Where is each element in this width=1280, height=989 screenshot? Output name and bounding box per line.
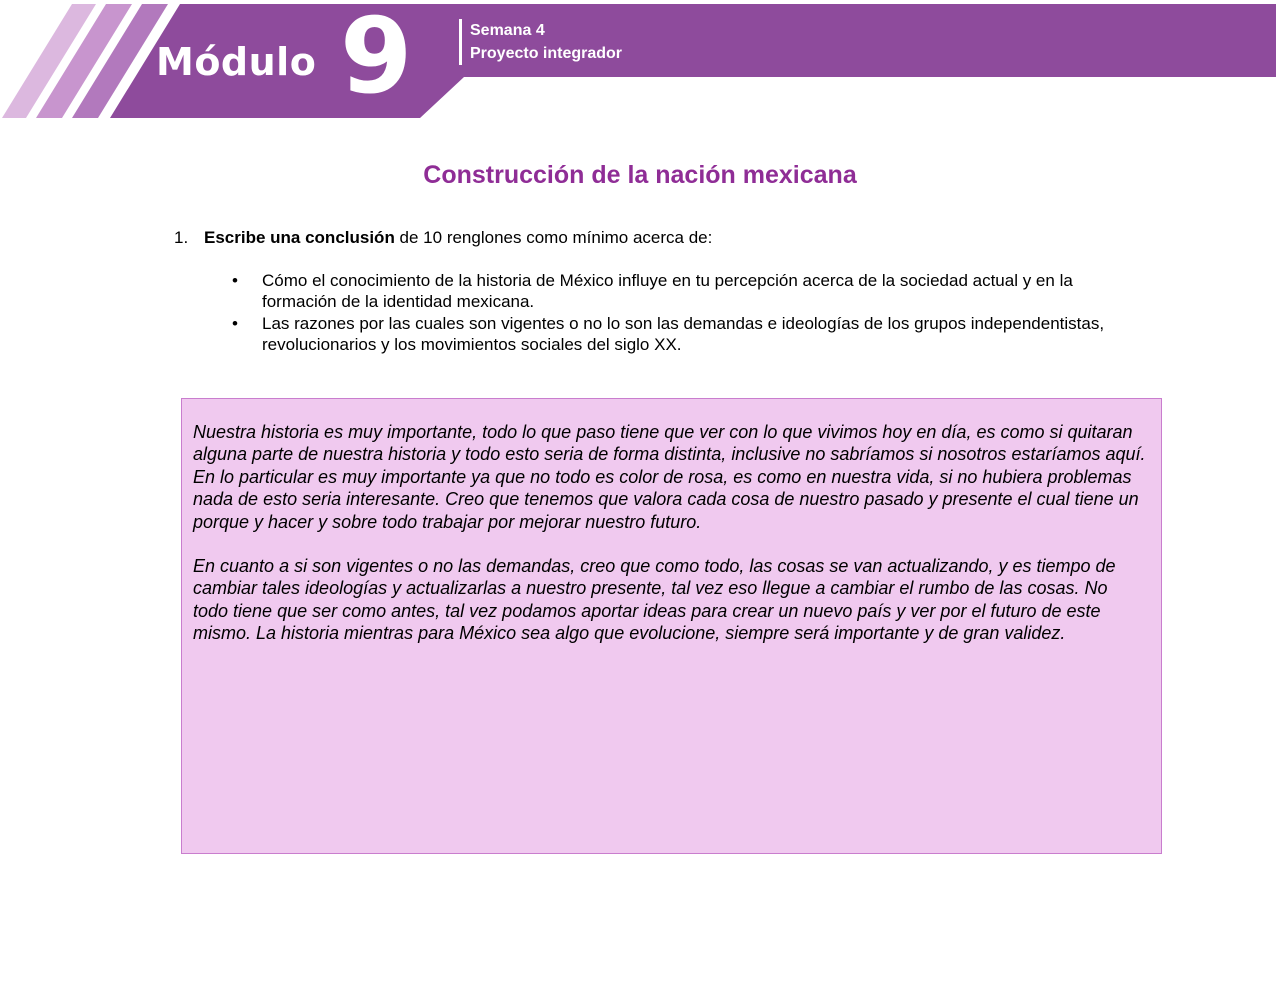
instruction-bullets (230, 270, 1150, 356)
instruction-bold-text: Escribe una conclusión (204, 228, 395, 247)
module-number: 9 (340, 0, 413, 117)
bullet-text: Cómo el conocimiento de la historia de México influye en tu percepción acerca de la sociedad actual y en la formación de la identidad mexicana. (262, 271, 1073, 311)
module-label: Módulo (156, 40, 317, 84)
instruction-number: 1. (174, 228, 189, 247)
bullet-item (230, 270, 1150, 312)
week-label: Semana 4 (470, 22, 545, 39)
bullet-item (230, 313, 1150, 355)
instruction-item (174, 228, 712, 248)
answer-paragraph: En cuanto a si son vigentes o no las demandas, creo que como todo, las cosas se van actualizando, y es tiempo de cambiar tales ideologías y actualizarlas a nuestro presente, tal vez eso llegue a cambiar el rumbo de las cosas. No todo tiene que ser como antes, tal vez podamos aportar ideas para crear un nuevo país y ver por el futuro de este mismo. La historia mientras para México sea algo que evolucione, siempre será importante y de gran validez. (193, 556, 1116, 644)
bullet-dot: • (232, 271, 238, 290)
bullet-text: Las razones por las cuales son vigentes o no lo son las demandas e ideologías de los grupos independentistas, revolucionarios y los movimientos sociales del siglo XX. (262, 314, 1105, 354)
answer-paragraph: Nuestra historia es muy importante, todo lo que paso tiene que ver con lo que vivimos hoy en día, es como si quitaran alguna parte de nuestra historia y todo esto seria de forma distinta, inclusive no sabríamos si nosotros estaríamos aquí. En lo particular es muy importante ya que no todo es color de rosa, es como en nuestra vida, si no hubiera problemas nada de esto seria interesante. Creo que tenemos que valora cada cosa de nuestro pasado y presente el cual tiene un porque y hacer y sobre todo trabajar por mejorar nuestro futuro. (193, 422, 1146, 532)
instruction-text: de 10 renglones como mínimo acerca de: (394, 228, 713, 247)
answer-box (181, 398, 1162, 854)
page-title: Construcción de la nación mexicana (423, 161, 857, 189)
project-label: Proyecto integrador (470, 45, 623, 62)
header-divider (459, 19, 462, 65)
bullet-dot: • (232, 314, 238, 333)
